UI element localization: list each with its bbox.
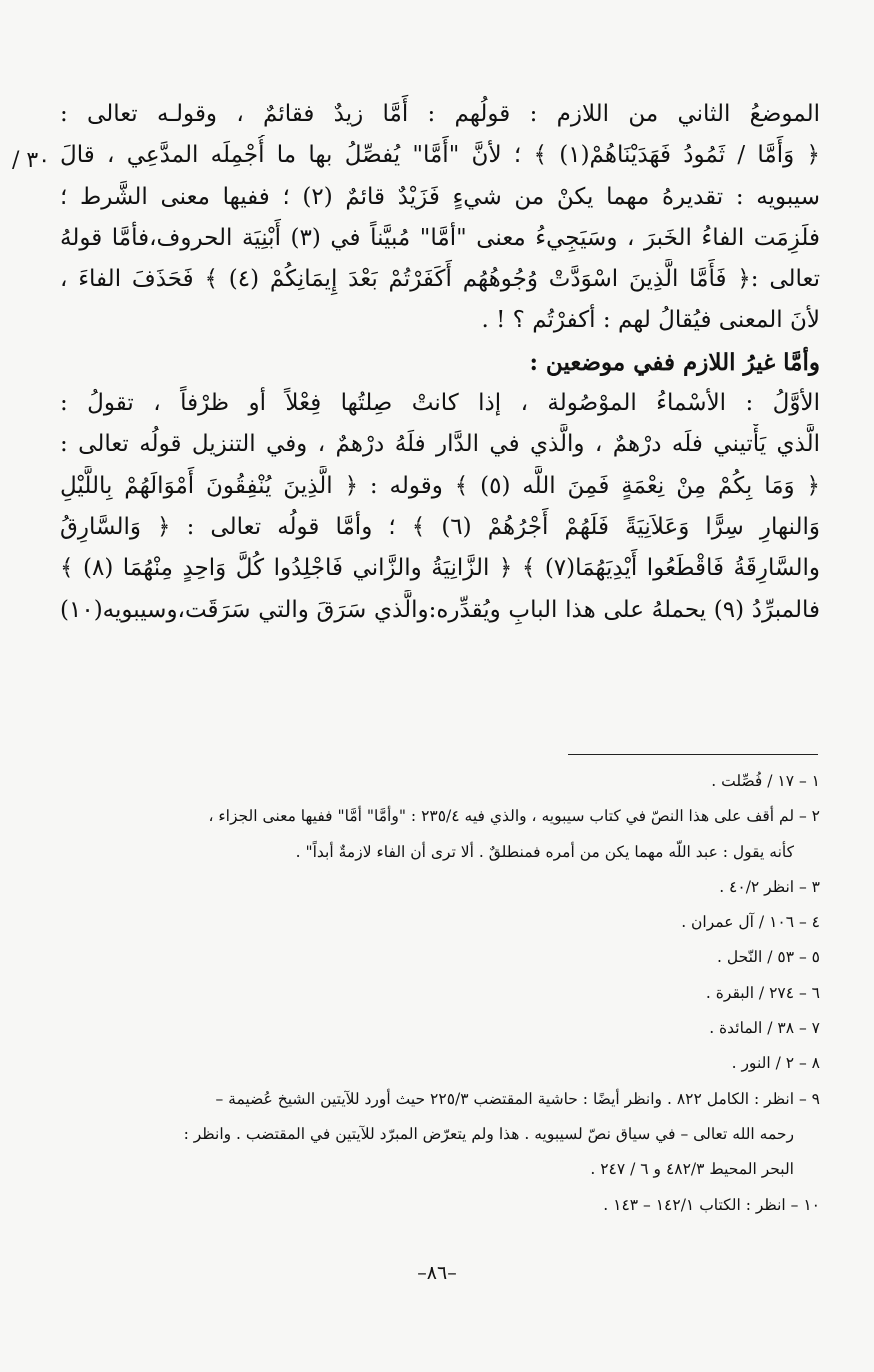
section-heading: وأمَّا غيرُ اللازم ففي موضعين : [529, 348, 820, 376]
text-line: الأوَّلُ : الأسْماءُ الموْصُولة ، إذا كانتْ صِلتُها فِعْلاً أو ظرْفاً ، تقولُ : [60, 390, 820, 417]
text-line: سيبويه : تقديرهُ مهما يكنْ من شيءٍ فَزَيْدٌ قائمٌ (٢) ؛ ففيها معنى الشَّرط ؛ [60, 183, 820, 210]
text-line: الَّذي يَأْتيني فلَه درْهمٌ ، والَّذي في الدَّار فلَهُ درْهمٌ ، وفي التنزيل قولُه تعالى : [60, 431, 820, 458]
footnote-continuation: كأنه يقول : عبد اللّه مهما يكن من أمره فمنطلقٌ . ألا ترى أن الفاء لازمةٌ أبداً" . [295, 842, 794, 861]
footnote-separator [568, 754, 818, 755]
footnote: ٣ – انظر ٤٠/٢ . [719, 877, 820, 896]
footnote-continuation: رحمه الله تعالى – في سياق نصّ لسيبويه . هذا ولم يتعرّض المبرّد للآيتين في المقتضب . وانظر : [183, 1124, 794, 1143]
text-line: وَالنهارِ سِرًّا وَعَلاَنِيَةً فَلَهُمْ أَجْرُهُمْ (٦) ﴾ ؛ وأمَّا قولُه تعالى : ﴿ وَالسَّارِقُ [60, 513, 820, 540]
footnote: ٦ – ٢٧٤ / البقرة . [705, 983, 820, 1002]
footnote-continuation: البحر المحيط ٤٨٢/٣ و ٦ / ٢٤٧ . [590, 1160, 794, 1179]
main-text [60, 94, 820, 631]
footnote: ٧ – ٣٨ / المائدة . [709, 1019, 820, 1038]
footnote: ٤ – ١٠٦ / آل عمران . [681, 913, 820, 932]
text-line: ﴿ وَمَا بِكُمْ مِنْ نِعْمَةٍ فَمِنَ اللَّه (٥) ﴾ وقوله : ﴿ الَّذِينَ يُنْفِقُونَ أَمْوَالَهُمْ بِاللَّيْلِ [60, 472, 820, 499]
text-line: لأنَ المعنى فيُقالُ لهم : أكفرْتُم ؟ ! . [481, 307, 820, 334]
text-line: والسَّارِقَةُ فَاقْطَعُوا أَيْدِيَهُمَا(٧) ﴾ ﴿ الزَّانِيَةُ والزَّاني فَاجْلِدُوا كُلَّ وَاحِدٍ مِنْهُمَا (٨) ﴾ [60, 555, 820, 582]
margin-page-reference: ٣٠ / [12, 148, 51, 173]
text-line: ﴿ وَأَمَّا / ثَمُودُ فَهَدَيْنَاهُمْ(١) ﴾ ؛ لأنَّ "أَمَّا" يُفصِّلُ بها ما أُجْمِلَه المدَّعِي ، قالَ [60, 142, 820, 169]
footnote: ٩ – انظر : الكامل ٨٢٢ . وانظر أيضًا : حاشية المقتضب ٢٢٥/٣ حيث أورد للآيتين الشيخ عُضيمة – [215, 1089, 820, 1108]
page-number: –٨٦– [417, 1262, 457, 1284]
footnote: ١٠ – انظر : الكتاب ١٤٢/١ – ١٤٣ . [603, 1195, 820, 1214]
footnote: ٨ – ٢ / النور . [731, 1054, 820, 1073]
footnotes [60, 764, 820, 1223]
text-line: تعالى :﴿ فَأَمَّا الَّذِينَ اسْوَدَّتْ وُجُوهُهُم أَكَفَرْتُمْ بَعْدَ إِيمَانِكُمْ (٤) ﴾ فَحَذَفَ الفاءَ ، [60, 266, 820, 293]
text-line: فالمبرِّدُ (٩) يحملهُ على هذا البابِ ويُقدِّره:والَّذي سَرَقَ والتي سَرَقَت،وسيبويه(١٠) [60, 596, 820, 623]
footnote: ٥ – ٥٣ / النّحل . [717, 948, 820, 967]
footnote: ١ – ١٧ / فُصِّلت . [711, 772, 820, 790]
text-line: فلَزِمَت الفاءُ الخَبرَ ، وسَيَجِيءُ معنى "أمَّا" مُبيَّناً في (٣) أَبْنِيَة الحروف،فأمَّا قولهُ [60, 224, 820, 251]
text-line: الموضعُ الثاني من اللازم : قولُهم : أَمَّا زيدٌ فقائمٌ ، وقولـه تعالى : [60, 101, 820, 127]
footnote: ٢ – لم أقف على هذا النصّ في كتاب سيبويه ، والذي فيه ٢٣٥/٤ : "وأمَّا" أمَّا" ففيها معنى الجزاء ، [208, 807, 820, 826]
